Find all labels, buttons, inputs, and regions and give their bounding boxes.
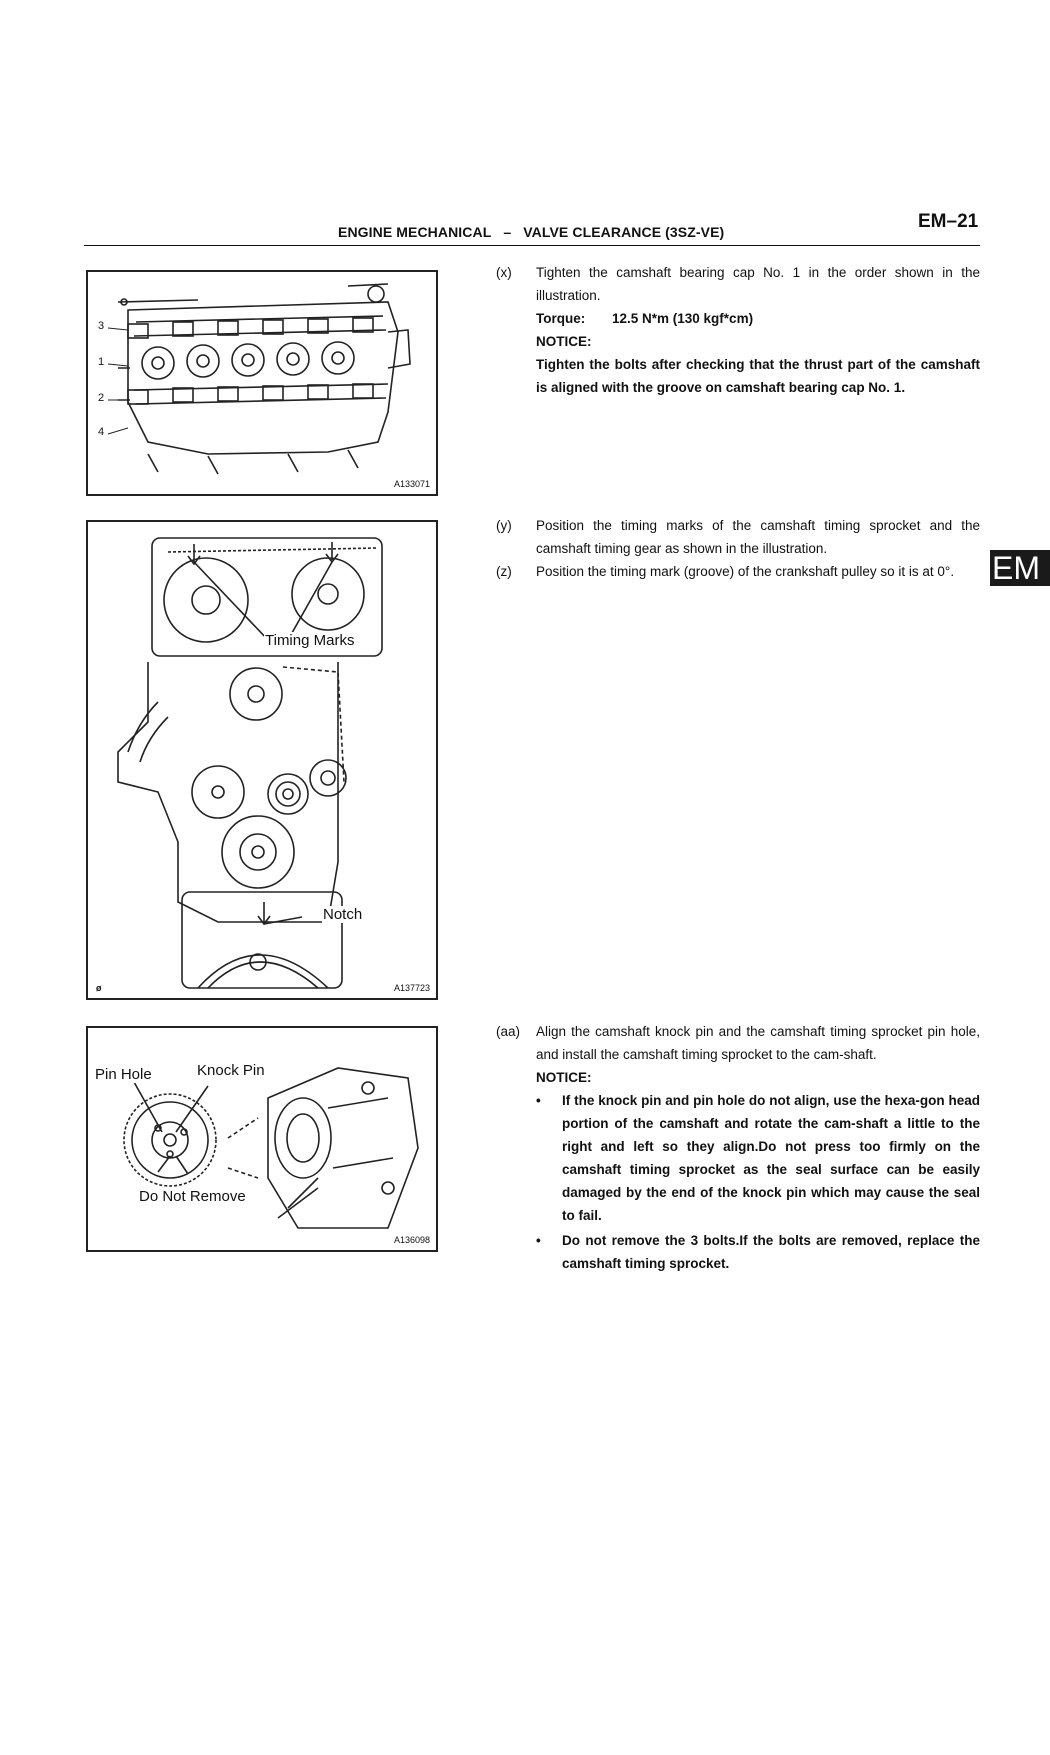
step-z-text: Position the timing mark (groove) of the crankshaft pulley so it is at 0°. bbox=[536, 564, 955, 579]
bullet-dot: • bbox=[536, 1233, 541, 1248]
bullet-dot: • bbox=[536, 1093, 541, 1108]
page-number: EM–21 bbox=[918, 211, 979, 232]
fig1-label-3: 3 bbox=[98, 320, 105, 332]
page-header bbox=[338, 224, 724, 240]
step-x-text: Tighten the camshaft bearing cap No. 1 in the order shown in the illustration. bbox=[536, 265, 980, 303]
step-aa-text: Align the camshaft knock pin and the camshaft timing sprocket pin hole, and install the camshaft timing sprocket to the cam-shaft. bbox=[536, 1024, 980, 1062]
fig1-label-4: 4 bbox=[98, 426, 105, 438]
fig1-label-2: 2 bbox=[98, 392, 105, 404]
notice-bullet: • Do not remove the 3 bolts.If the bolts are removed, replace the camshaft timing sprocket. bbox=[536, 1229, 980, 1275]
header-separator: – bbox=[503, 224, 512, 240]
header-subsection: VALVE CLEARANCE (3SZ-VE) bbox=[523, 224, 725, 240]
fig3-label-knock-pin: Knock Pin bbox=[197, 1062, 265, 1079]
step-z-letter: (z) bbox=[496, 564, 512, 579]
step-x bbox=[496, 261, 980, 399]
step-aa-notice-label: NOTICE: bbox=[536, 1070, 592, 1085]
fig1-code: A133071 bbox=[393, 479, 430, 489]
figure-timing-marks bbox=[86, 520, 438, 1000]
fig3-code: A136098 bbox=[393, 1235, 430, 1245]
section-tab: EM bbox=[990, 550, 1050, 586]
step-x-torque-value: 12.5 N*m (130 kgf*cm) bbox=[612, 311, 754, 326]
timing-marks-illustration bbox=[88, 522, 436, 998]
step-aa bbox=[496, 1020, 980, 1275]
figure-camshaft-bearing-caps bbox=[86, 270, 438, 496]
step-aa-letter: (aa) bbox=[496, 1024, 521, 1039]
notice-bullet: • If the knock pin and pin hole do not align, use the hexa-gon head portion of the camshaft and rotate the cam-shaft a little to the right and left so they align.Do not press too firmly on the camshaft timing sprocket as the seal surface can be easily damaged by the end of the knock pin which may cause the seal to fail. bbox=[536, 1089, 980, 1227]
engine-top-illustration bbox=[88, 272, 436, 494]
step-y bbox=[496, 514, 980, 560]
fig2-label-notch: Notch bbox=[323, 906, 363, 923]
step-x-letter: (x) bbox=[496, 265, 512, 280]
step-y-text: Position the timing marks of the camshaft timing sprocket and the camshaft timing gear as shown in the illustration. bbox=[536, 518, 980, 556]
step-x-torque-label: Torque: bbox=[536, 311, 586, 326]
fig3-label-do-not-remove: Do Not Remove bbox=[139, 1188, 246, 1205]
figure-knock-pin bbox=[86, 1026, 438, 1252]
step-x-notice-text: Tighten the bolts after checking that the thrust part of the camshaft is aligned with the groove on camshaft bearing cap No. 1. bbox=[536, 357, 980, 395]
fig1-label-1: 1 bbox=[98, 356, 105, 368]
fig2-mark: ø bbox=[96, 983, 102, 993]
step-y-letter: (y) bbox=[496, 518, 512, 533]
fig2-code: A137723 bbox=[393, 983, 430, 993]
step-x-notice-label: NOTICE: bbox=[536, 334, 592, 349]
step-z bbox=[496, 560, 980, 583]
fig3-label-pin-hole: Pin Hole bbox=[95, 1066, 152, 1083]
header-section: ENGINE MECHANICAL bbox=[338, 224, 492, 240]
fig2-label-timing-marks: Timing Marks bbox=[265, 632, 355, 649]
step-x-torque bbox=[536, 307, 980, 330]
step-aa-notice-list bbox=[536, 1089, 980, 1275]
header-rule bbox=[84, 245, 980, 246]
